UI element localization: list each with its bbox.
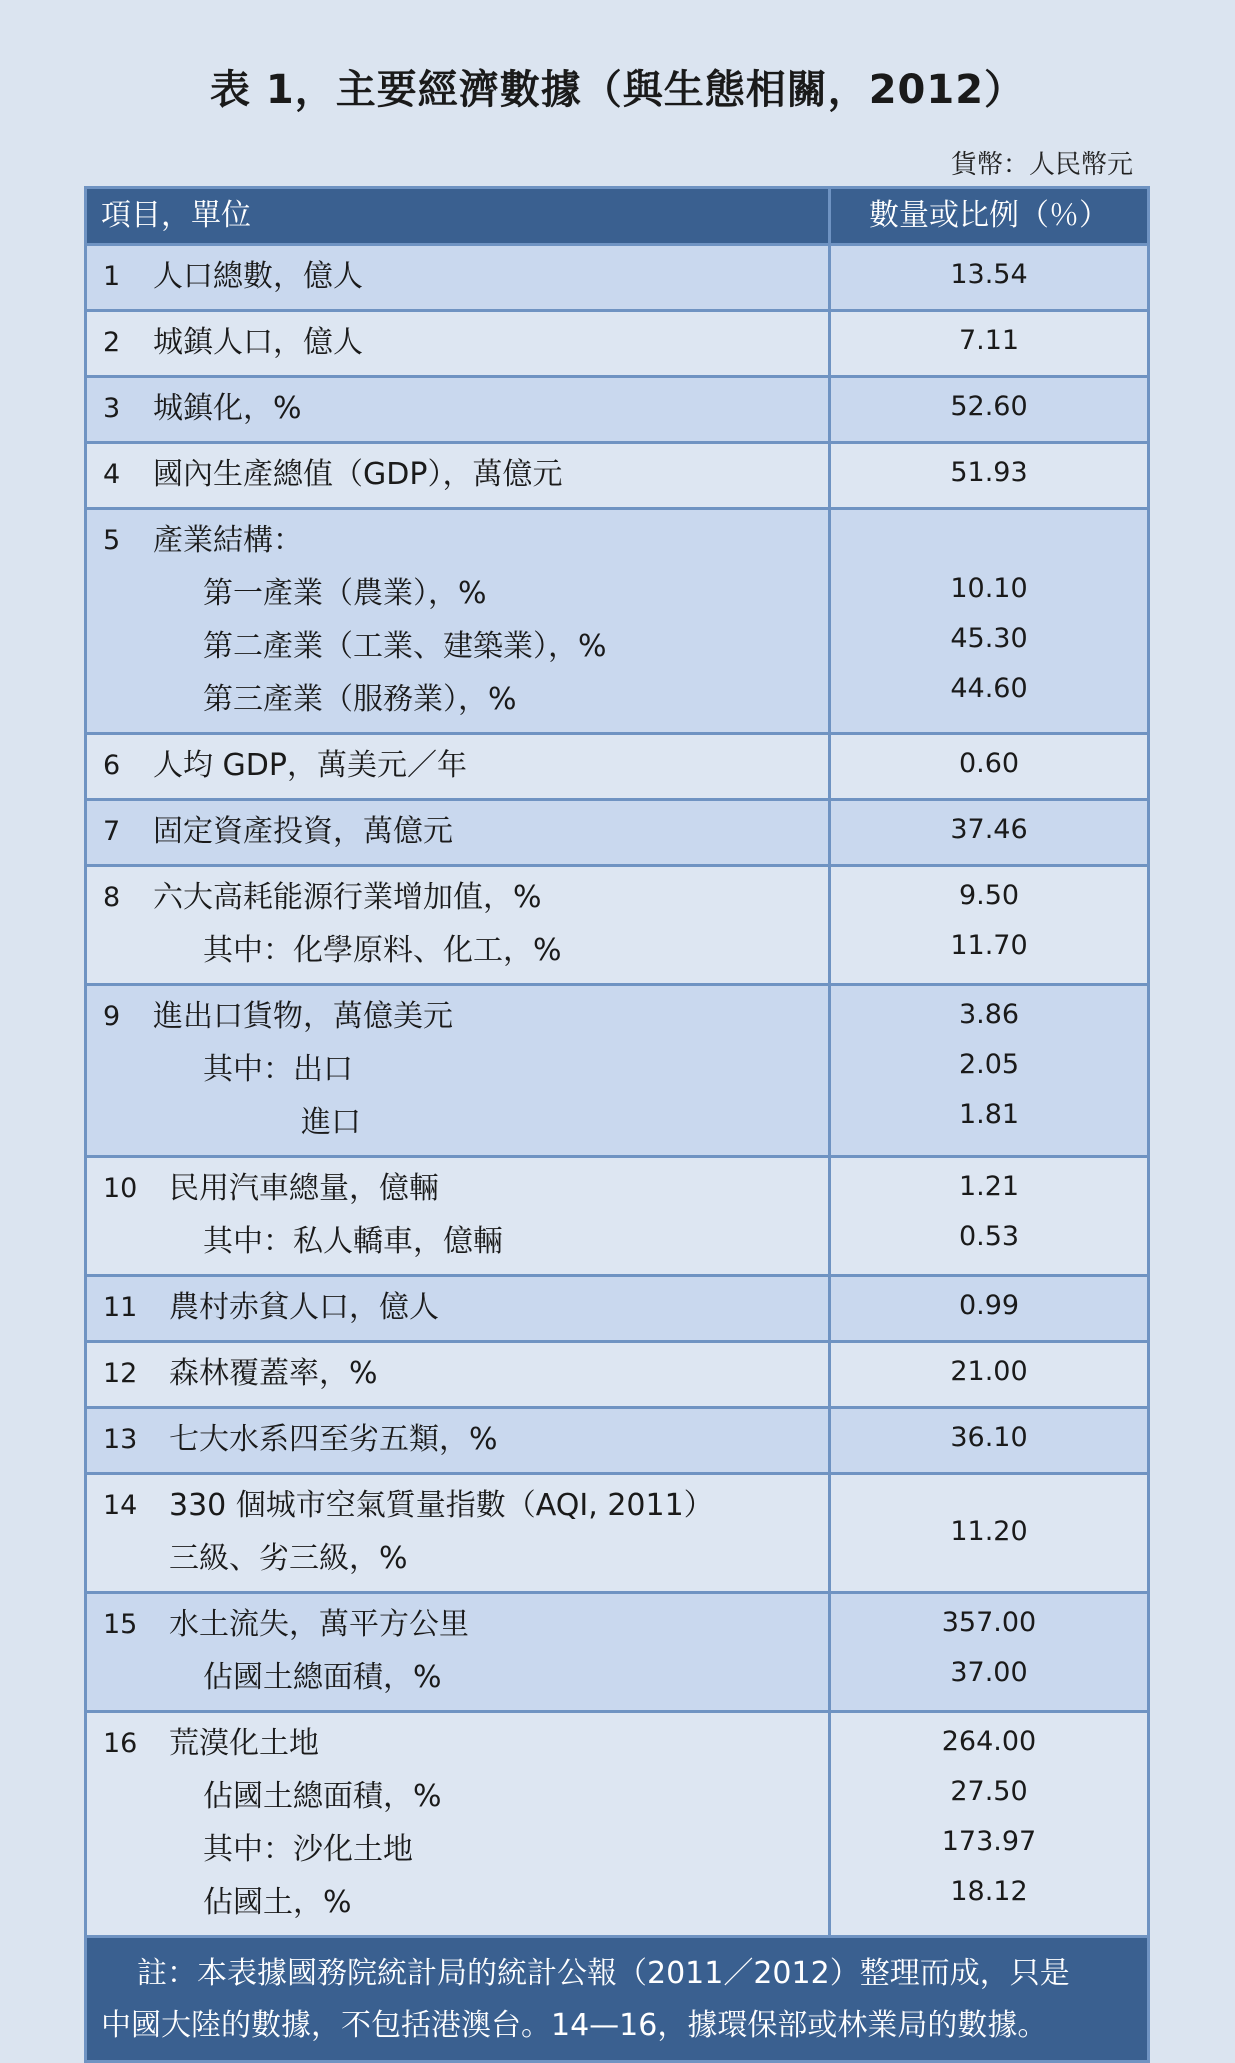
value-text: 1.81 <box>958 1099 1020 1130</box>
item-label: 民用汽車總量，億輛 <box>169 1171 439 1206</box>
item-cell <box>87 312 831 375</box>
item-label: 森林覆蓋率，% <box>169 1356 378 1391</box>
table-row <box>87 378 1147 444</box>
value-text: 11.70 <box>950 930 1028 961</box>
item-label: 產業結構： <box>153 523 303 558</box>
economic-data-table <box>84 186 1150 2063</box>
row-number: 6 <box>103 750 121 781</box>
table-row <box>87 312 1147 378</box>
value-text: 0.60 <box>958 748 1020 779</box>
item-label: 人口總數，億人 <box>153 259 363 294</box>
header-item: 項目，單位 <box>87 189 831 243</box>
value-text: 13.54 <box>950 259 1028 290</box>
item-label: 農村赤貧人口，億人 <box>169 1290 439 1325</box>
row-number: 10 <box>103 1173 138 1204</box>
row-number: 12 <box>103 1358 138 1389</box>
value-text: 18.12 <box>950 1876 1028 1907</box>
item-cell <box>87 510 831 732</box>
value-text: 2.05 <box>958 1049 1020 1080</box>
value-text: 37.00 <box>950 1657 1028 1688</box>
value-text: 21.00 <box>950 1356 1028 1387</box>
row-number: 16 <box>103 1728 138 1759</box>
item-line <box>87 1770 828 1823</box>
table-footnote <box>87 1938 1147 2060</box>
row-number: 7 <box>103 816 121 847</box>
table-header <box>87 189 1147 246</box>
value-text: 51.93 <box>950 457 1028 488</box>
item-label: 荒漠化土地 <box>169 1726 319 1761</box>
value-text: 10.10 <box>950 573 1028 604</box>
item-label: 人均 GDP，萬美元／年 <box>153 748 467 783</box>
item-cell <box>87 1158 831 1274</box>
item-label: 其中：出口 <box>203 1052 353 1087</box>
item-label: 六大高耗能源行業增加值，% <box>153 880 542 915</box>
value-cell <box>831 1475 1147 1591</box>
value-text: 1.21 <box>958 1171 1020 1202</box>
item-cell <box>87 1713 831 1935</box>
footnote-line-1: 註：本表據國務院統計局的統計公報（2011／2012）整理而成，只是 <box>137 1956 1070 1991</box>
item-label: 其中：化學原料、化工，% <box>203 933 562 968</box>
footnote-line-2: 中國大陸的數據，不包括港澳台。14—16，據環保部或林業局的數據。 <box>101 2008 1048 2043</box>
item-cell <box>87 444 831 507</box>
item-label: 其中：私人轎車，億輛 <box>203 1224 503 1259</box>
value-text: 357.00 <box>941 1607 1037 1638</box>
item-line <box>87 382 828 435</box>
item-label: 進出口貨物，萬億美元 <box>153 999 453 1034</box>
item-label: 水土流失，萬平方公里 <box>169 1607 469 1642</box>
item-label: 城鎮人口，億人 <box>153 325 363 360</box>
value-text: 173.97 <box>941 1826 1037 1857</box>
row-number: 8 <box>103 882 121 913</box>
value-text <box>831 514 1147 564</box>
item-line <box>87 1651 828 1704</box>
item-label: 固定資產投資，萬億元 <box>153 814 453 849</box>
item-label: 佔國土總面積，% <box>203 1779 442 1814</box>
table-row <box>87 1475 1147 1594</box>
table-row <box>87 1713 1147 1938</box>
table-row <box>87 986 1147 1158</box>
value-cell <box>831 1409 1147 1472</box>
table-row <box>87 735 1147 801</box>
item-label: 國內生產總值（GDP），萬億元 <box>153 457 563 492</box>
item-cell <box>87 1594 831 1710</box>
row-number: 13 <box>103 1424 138 1455</box>
value-text: 7.11 <box>958 325 1020 356</box>
item-line <box>87 567 828 620</box>
row-number: 1 <box>103 261 121 292</box>
item-cell <box>87 378 831 441</box>
item-line <box>87 1479 828 1532</box>
value-text: 45.30 <box>950 623 1028 654</box>
item-label: 第二產業（工業、建築業），% <box>203 629 607 664</box>
item-line <box>87 1413 828 1466</box>
currency-note: 貨幣：人民幣元 <box>950 150 1133 180</box>
table-body <box>87 246 1147 1938</box>
value-cell <box>831 378 1147 441</box>
item-line <box>87 1347 828 1400</box>
item-cell <box>87 1343 831 1406</box>
item-line <box>87 448 828 501</box>
header-value: 數量或比例（％） <box>869 198 1109 233</box>
item-label: 佔國土，% <box>203 1885 352 1920</box>
item-line <box>87 990 828 1043</box>
value-text: 44.60 <box>950 673 1028 704</box>
value-cell <box>831 1158 1147 1274</box>
item-label: 其中：沙化土地 <box>203 1832 413 1867</box>
value-text: 3.86 <box>958 999 1020 1030</box>
table-row <box>87 246 1147 312</box>
table-row <box>87 1277 1147 1343</box>
row-number: 14 <box>103 1490 138 1521</box>
item-label: 330 個城市空氣質量指數（AQI, 2011） <box>169 1488 714 1523</box>
item-label: 三級、劣三級，% <box>169 1541 408 1576</box>
row-number: 5 <box>103 525 121 556</box>
value-text: 27.50 <box>950 1776 1028 1807</box>
value-text: 264.00 <box>941 1726 1037 1757</box>
item-label: 第三產業（服務業），% <box>203 682 517 717</box>
value-cell <box>831 867 1147 983</box>
table-row <box>87 801 1147 867</box>
item-line <box>87 1823 828 1876</box>
item-line <box>87 871 828 924</box>
item-line <box>87 1281 828 1334</box>
value-cell <box>831 312 1147 375</box>
item-cell <box>87 735 831 798</box>
value-text: 52.60 <box>950 391 1028 422</box>
value-cell <box>831 444 1147 507</box>
item-cell <box>87 1277 831 1340</box>
row-number: 9 <box>103 1001 121 1032</box>
item-line <box>87 1532 828 1585</box>
value-text: 9.50 <box>958 880 1020 911</box>
table-row <box>87 1409 1147 1475</box>
value-cell <box>831 1277 1147 1340</box>
item-label: 佔國土總面積，% <box>203 1660 442 1695</box>
item-label: 進口 <box>301 1105 361 1140</box>
value-text: 37.46 <box>950 814 1028 845</box>
item-line <box>87 1043 828 1096</box>
value-text: 0.53 <box>958 1221 1020 1252</box>
item-line <box>87 1215 828 1268</box>
table-row <box>87 444 1147 510</box>
item-label: 城鎮化，% <box>153 391 302 426</box>
item-cell <box>87 867 831 983</box>
row-number: 4 <box>103 459 121 490</box>
item-cell <box>87 801 831 864</box>
item-line <box>87 1162 828 1215</box>
item-line <box>87 620 828 673</box>
item-line <box>87 316 828 369</box>
row-number: 15 <box>103 1609 138 1640</box>
table-row <box>87 1158 1147 1277</box>
table-row <box>87 510 1147 735</box>
row-number: 11 <box>103 1292 138 1323</box>
value-cell <box>831 735 1147 798</box>
row-number: 3 <box>103 393 121 424</box>
item-line <box>87 805 828 858</box>
row-number: 2 <box>103 327 121 358</box>
item-cell <box>87 986 831 1155</box>
item-line <box>87 250 828 303</box>
value-cell <box>831 1343 1147 1406</box>
item-line <box>87 514 828 567</box>
value-cell <box>831 801 1147 864</box>
value-cell <box>831 246 1147 309</box>
item-cell <box>87 1409 831 1472</box>
value-text: 36.10 <box>950 1422 1028 1453</box>
table-row <box>87 1594 1147 1713</box>
item-line <box>87 924 828 977</box>
item-line <box>87 673 828 726</box>
value-cell <box>831 1594 1147 1710</box>
table-title: 表 1，主要經濟數據（與生態相關，2012） <box>209 67 1026 113</box>
item-line <box>87 1717 828 1770</box>
value-cell <box>831 1713 1147 1935</box>
item-cell <box>87 1475 831 1591</box>
item-line <box>87 1876 828 1929</box>
value-text: 11.20 <box>950 1516 1028 1547</box>
table-row <box>87 867 1147 986</box>
item-cell <box>87 246 831 309</box>
item-label: 七大水系四至劣五類，% <box>169 1422 498 1457</box>
value-cell <box>831 986 1147 1155</box>
item-label: 第一產業（農業），% <box>203 576 487 611</box>
value-cell <box>831 510 1147 732</box>
table-row <box>87 1343 1147 1409</box>
item-line <box>87 1096 828 1149</box>
item-line <box>87 1598 828 1651</box>
item-line <box>87 739 828 792</box>
value-text: 0.99 <box>958 1290 1020 1321</box>
